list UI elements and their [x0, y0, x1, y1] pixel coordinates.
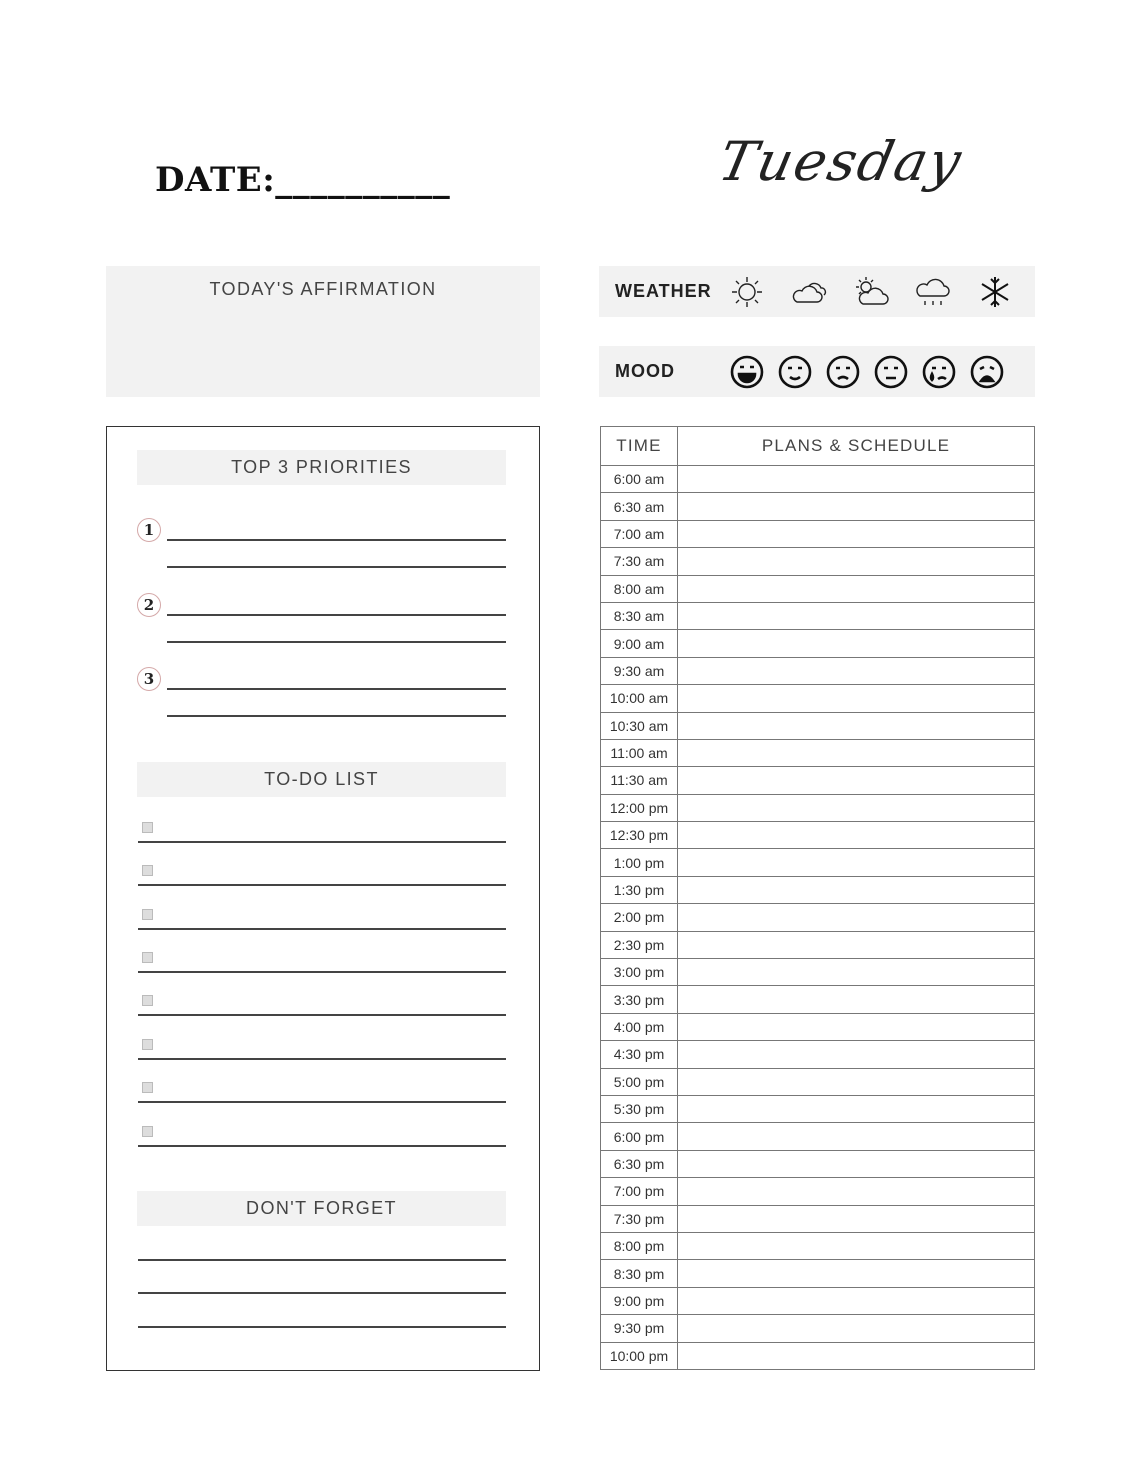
plan-cell[interactable]	[678, 1232, 1035, 1259]
plan-cell[interactable]	[678, 1123, 1035, 1150]
plan-cell[interactable]	[678, 602, 1035, 629]
time-cell: 11:00 am	[601, 739, 678, 766]
time-cell: 1:00 pm	[601, 849, 678, 876]
time-cell: 7:30 pm	[601, 1205, 678, 1232]
time-cell: 11:30 am	[601, 767, 678, 794]
time-cell: 10:00 pm	[601, 1342, 678, 1369]
plan-cell[interactable]	[678, 712, 1035, 739]
time-cell: 3:30 pm	[601, 986, 678, 1013]
time-cell: 2:30 pm	[601, 931, 678, 958]
plan-cell[interactable]	[678, 794, 1035, 821]
time-cell: 8:30 pm	[601, 1260, 678, 1287]
schedule-row	[601, 876, 1035, 903]
plan-cell[interactable]	[678, 1013, 1035, 1040]
sun-icon[interactable]	[729, 274, 765, 310]
plan-cell[interactable]	[678, 685, 1035, 712]
schedule-row	[601, 822, 1035, 849]
time-cell: 3:00 pm	[601, 959, 678, 986]
priority-line[interactable]	[167, 688, 506, 690]
plan-cell[interactable]	[678, 876, 1035, 903]
angry-face-icon[interactable]	[969, 354, 1005, 390]
dont-forget-line[interactable]	[138, 1259, 506, 1261]
time-cell: 4:30 pm	[601, 1041, 678, 1068]
time-cell: 1:30 pm	[601, 876, 678, 903]
schedule-row	[601, 1287, 1035, 1314]
time-cell: 4:00 pm	[601, 1013, 678, 1040]
schedule-row	[601, 1342, 1035, 1369]
schedule-row	[601, 1150, 1035, 1177]
laughing-face-icon[interactable]	[729, 354, 765, 390]
dont-forget-line[interactable]	[138, 1292, 506, 1294]
priorities-title: TOP 3 PRIORITIES	[137, 450, 506, 485]
time-cell: 9:30 am	[601, 657, 678, 684]
plan-cell[interactable]	[678, 739, 1035, 766]
priority-line[interactable]	[167, 715, 506, 717]
plan-cell[interactable]	[678, 520, 1035, 547]
day-title: Tuesday	[713, 130, 969, 193]
plan-cell[interactable]	[678, 548, 1035, 575]
priority-line[interactable]	[167, 566, 506, 568]
todo-line[interactable]	[138, 1101, 506, 1103]
plan-cell[interactable]	[678, 1287, 1035, 1314]
date-label: DATE:__________	[155, 160, 451, 200]
todo-checkbox[interactable]	[142, 1126, 153, 1137]
schedule-row	[601, 1232, 1035, 1259]
priority-number: 2	[137, 593, 161, 617]
affirmation-title: TODAY'S AFFIRMATION	[209, 279, 437, 299]
schedule-row	[601, 466, 1035, 493]
todo-line[interactable]	[138, 1145, 506, 1147]
plan-cell[interactable]	[678, 767, 1035, 794]
time-cell: 2:00 pm	[601, 904, 678, 931]
plan-cell[interactable]	[678, 1260, 1035, 1287]
schedule-row	[601, 931, 1035, 958]
time-cell: 5:30 pm	[601, 1095, 678, 1122]
mood-label: MOOD	[615, 361, 675, 381]
schedule-row	[601, 1178, 1035, 1205]
schedule-row	[601, 602, 1035, 629]
time-cell: 6:00 pm	[601, 1123, 678, 1150]
time-cell: 7:00 am	[601, 520, 678, 547]
time-cell: 9:30 pm	[601, 1315, 678, 1342]
todo-line[interactable]	[138, 884, 506, 886]
plan-cell[interactable]	[678, 575, 1035, 602]
plan-cell[interactable]	[678, 493, 1035, 520]
sad-face-icon[interactable]	[825, 354, 861, 390]
plan-cell[interactable]	[678, 1178, 1035, 1205]
schedule-row	[601, 794, 1035, 821]
plan-cell[interactable]	[678, 1068, 1035, 1095]
todo-checkbox[interactable]	[142, 952, 153, 963]
time-cell: 10:30 am	[601, 712, 678, 739]
todo-checkbox[interactable]	[142, 822, 153, 833]
priority-number: 1	[137, 518, 161, 542]
schedule-row	[601, 548, 1035, 575]
plan-cell[interactable]	[678, 1205, 1035, 1232]
schedule-row	[601, 959, 1035, 986]
plan-cell[interactable]	[678, 822, 1035, 849]
schedule-row	[601, 1205, 1035, 1232]
schedule-row	[601, 1068, 1035, 1095]
schedule-row	[601, 657, 1035, 684]
weather-label: WEATHER	[615, 281, 712, 301]
schedule-row	[601, 575, 1035, 602]
schedule-row	[601, 739, 1035, 766]
plan-cell[interactable]	[678, 1315, 1035, 1342]
time-header: TIME	[601, 427, 678, 466]
weather-bar	[599, 266, 1035, 317]
plan-cell[interactable]	[678, 466, 1035, 493]
schedule-row	[601, 986, 1035, 1013]
schedule-row	[601, 493, 1035, 520]
plans-header: PLANS & SCHEDULE	[678, 427, 1035, 466]
schedule-row	[601, 1315, 1035, 1342]
todo-checkbox[interactable]	[142, 865, 153, 876]
todo-line[interactable]	[138, 928, 506, 930]
schedule-row	[601, 1123, 1035, 1150]
dont-forget-title: DON'T FORGET	[137, 1191, 506, 1226]
todo-checkbox[interactable]	[142, 1039, 153, 1050]
dont-forget-line[interactable]	[138, 1326, 506, 1328]
time-cell: 8:00 am	[601, 575, 678, 602]
plan-cell[interactable]	[678, 959, 1035, 986]
schedule-row	[601, 1260, 1035, 1287]
todo-line[interactable]	[138, 971, 506, 973]
partly-sunny-icon[interactable]	[853, 274, 889, 310]
time-cell: 6:00 am	[601, 466, 678, 493]
time-cell: 7:30 am	[601, 548, 678, 575]
plan-cell[interactable]	[678, 1150, 1035, 1177]
time-cell: 6:30 pm	[601, 1150, 678, 1177]
todo-checkbox[interactable]	[142, 995, 153, 1006]
todo-checkbox[interactable]	[142, 909, 153, 920]
schedule-row	[601, 1013, 1035, 1040]
plan-cell[interactable]	[678, 931, 1035, 958]
plan-cell[interactable]	[678, 849, 1035, 876]
plan-cell[interactable]	[678, 904, 1035, 931]
time-cell: 8:30 am	[601, 602, 678, 629]
schedule-row	[601, 685, 1035, 712]
schedule-row	[601, 630, 1035, 657]
schedule-row	[601, 712, 1035, 739]
mood-bar	[599, 346, 1035, 397]
time-cell: 6:30 am	[601, 493, 678, 520]
todo-line[interactable]	[138, 1014, 506, 1016]
smiling-face-icon[interactable]	[777, 354, 813, 390]
time-cell: 12:30 pm	[601, 822, 678, 849]
schedule-row	[601, 849, 1035, 876]
time-cell: 5:00 pm	[601, 1068, 678, 1095]
time-cell: 7:00 pm	[601, 1178, 678, 1205]
time-cell: 9:00 pm	[601, 1287, 678, 1314]
schedule-row	[601, 1095, 1035, 1122]
todo-line[interactable]	[138, 1058, 506, 1060]
todo-checkbox[interactable]	[142, 1082, 153, 1093]
time-cell: 12:00 pm	[601, 794, 678, 821]
todo-line[interactable]	[138, 841, 506, 843]
priority-line[interactable]	[167, 614, 506, 616]
cloudy-icon[interactable]	[791, 274, 827, 310]
time-cell: 8:00 pm	[601, 1232, 678, 1259]
priority-line[interactable]	[167, 539, 506, 541]
crying-face-icon[interactable]	[921, 354, 957, 390]
left-panel	[106, 426, 540, 1371]
snowflake-icon[interactable]	[977, 274, 1013, 310]
time-cell: 9:00 am	[601, 630, 678, 657]
time-cell: 10:00 am	[601, 685, 678, 712]
schedule-table	[600, 426, 1035, 1370]
plan-cell[interactable]	[678, 657, 1035, 684]
schedule-row	[601, 1041, 1035, 1068]
affirmation-box[interactable]	[106, 266, 540, 397]
plan-cell[interactable]	[678, 1095, 1035, 1122]
priority-line[interactable]	[167, 641, 506, 643]
schedule-row	[601, 904, 1035, 931]
schedule-row	[601, 767, 1035, 794]
todo-title: TO-DO LIST	[137, 762, 506, 797]
schedule-row	[601, 520, 1035, 547]
plan-cell[interactable]	[678, 1041, 1035, 1068]
neutral-face-icon[interactable]	[873, 354, 909, 390]
plan-cell[interactable]	[678, 986, 1035, 1013]
priority-number: 3	[137, 667, 161, 691]
rain-icon[interactable]	[915, 274, 951, 310]
plan-cell[interactable]	[678, 1342, 1035, 1369]
plan-cell[interactable]	[678, 630, 1035, 657]
